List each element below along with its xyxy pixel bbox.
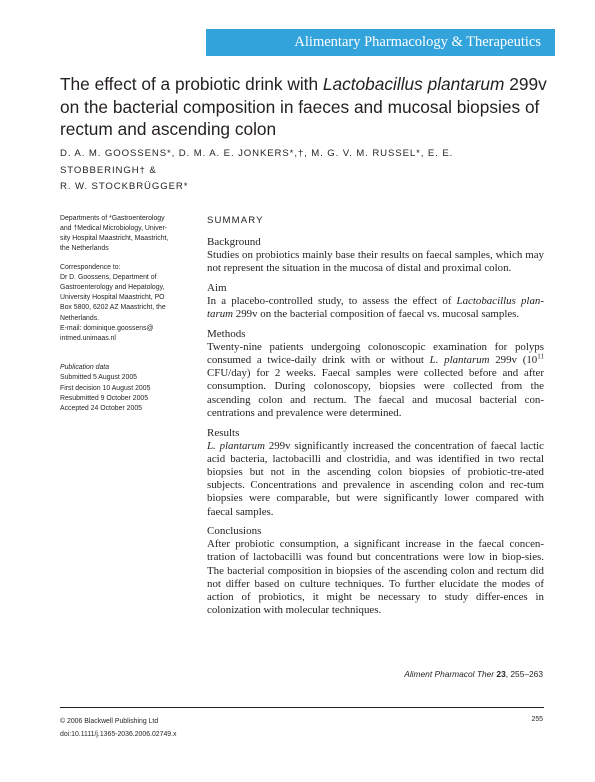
correspondence: Correspondence to: Dr D. Goossens, Department of Gastroenterology and Hepatology, University Hospital Maastricht, PO Box 5800, 6202 AZ Maastricht, the Netherlands. E-mail: dominique.goossens@ intmed.unimaas.nl bbox=[60, 264, 166, 342]
page-number: 255 bbox=[531, 716, 543, 723]
publication-data: Publication data Submitted 5 August 2005 First decision 10 August 2005 Resubmitted 9 October 2005 Accepted 24 October 2005 bbox=[60, 364, 151, 412]
aim-heading: Aim bbox=[207, 281, 227, 294]
author-list bbox=[60, 146, 540, 196]
methods-text: Twenty-nine patients undergoing colonoscopic examination for polyps consumed a twice-daily drink with or without L. plantarum 299v ($10^{11}$ CFU/day) for 2 weeks. Faecal samples were collected before and after consumption. During colonoscopy, biopsies were collected from the ascending colon and rectum. The faecal and mucosal bacterial con-centrations and prevalence were determined. bbox=[207, 340, 544, 419]
methods-heading: Methods bbox=[207, 327, 246, 340]
authors-line-2: R. W. STOCKBRÜGGER* bbox=[60, 181, 189, 192]
authors-line-1: D. A. M. GOOSSENS*, D. M. A. E. JONKERS*,†, M. G. V. M. RUSSEL*, E. E. STOBBERINGH† & bbox=[60, 148, 454, 176]
footer-divider bbox=[60, 707, 544, 708]
copyright: © 2006 Blackwell Publishing Ltd bbox=[60, 718, 159, 725]
summary-heading: SUMMARY bbox=[207, 215, 264, 226]
journal-citation: Aliment Pharmacol Ther 23, 255–263 bbox=[404, 669, 543, 679]
footer bbox=[60, 716, 176, 741]
publication-heading: Publication data bbox=[60, 364, 110, 372]
background-heading: Background bbox=[207, 236, 261, 248]
results-text: L. plantarum 299v significantly increased the concentration of faecal lactic acid bacteria, lactobacilli and clostridia, and was identified in two rectal biopsies but not in the ascending colon biopsies of probiotic-tre-ated subjects. Concentrations and prevalence in ascending colon and rec-tum biopsies were comparable, but were significantly lower compared with faecal samples. bbox=[207, 439, 544, 518]
affiliation: Departments of *Gastroenterology and †Medical Microbiology, Univer- sity Hospital Maastricht, Maastricht, the Netherlands bbox=[60, 215, 169, 253]
aim-text: In a placebo-controlled study, to assess the effect of Lactobacillus plan-tarum 299v on the bacterial composition of faecal vs. mucosal samples. bbox=[207, 294, 544, 321]
conclusions-heading: Conclusions bbox=[207, 525, 262, 538]
title-species: Lactobacillus plantarum bbox=[322, 74, 505, 94]
results-heading: Results bbox=[207, 426, 240, 439]
doi[interactable]: doi:10.1111/j.1365-2036.2006.02749.x bbox=[60, 730, 177, 738]
article-title: The effect of a probiotic drink with Lactobacillus plantarum 299v on the bacterial composition in faeces and mucosal biopsies of rectum and ascending colon bbox=[60, 74, 547, 139]
background-text: Studies on probiotics mainly base their results on faecal samples, which may not represent the situation in the mucosa of distal and proximal colon. bbox=[207, 249, 544, 275]
journal-name: Alimentary Pharmacology & Therapeutics bbox=[294, 34, 541, 50]
conclusions-text: After probiotic consumption, a significant increase in the faecal concen-tration of lactobacilli was found but concentrations were low in biop-sies. The bacterial composition in biopsies of the ascending colon and rectum did not differ based on culture techniques. To further elucidate the modes of action of probiotics, it might be necessary to study differ-ences in colonization with molecular techniques. bbox=[207, 538, 544, 617]
journal-banner bbox=[206, 29, 555, 56]
sidebar bbox=[60, 214, 192, 414]
summary bbox=[207, 215, 544, 624]
